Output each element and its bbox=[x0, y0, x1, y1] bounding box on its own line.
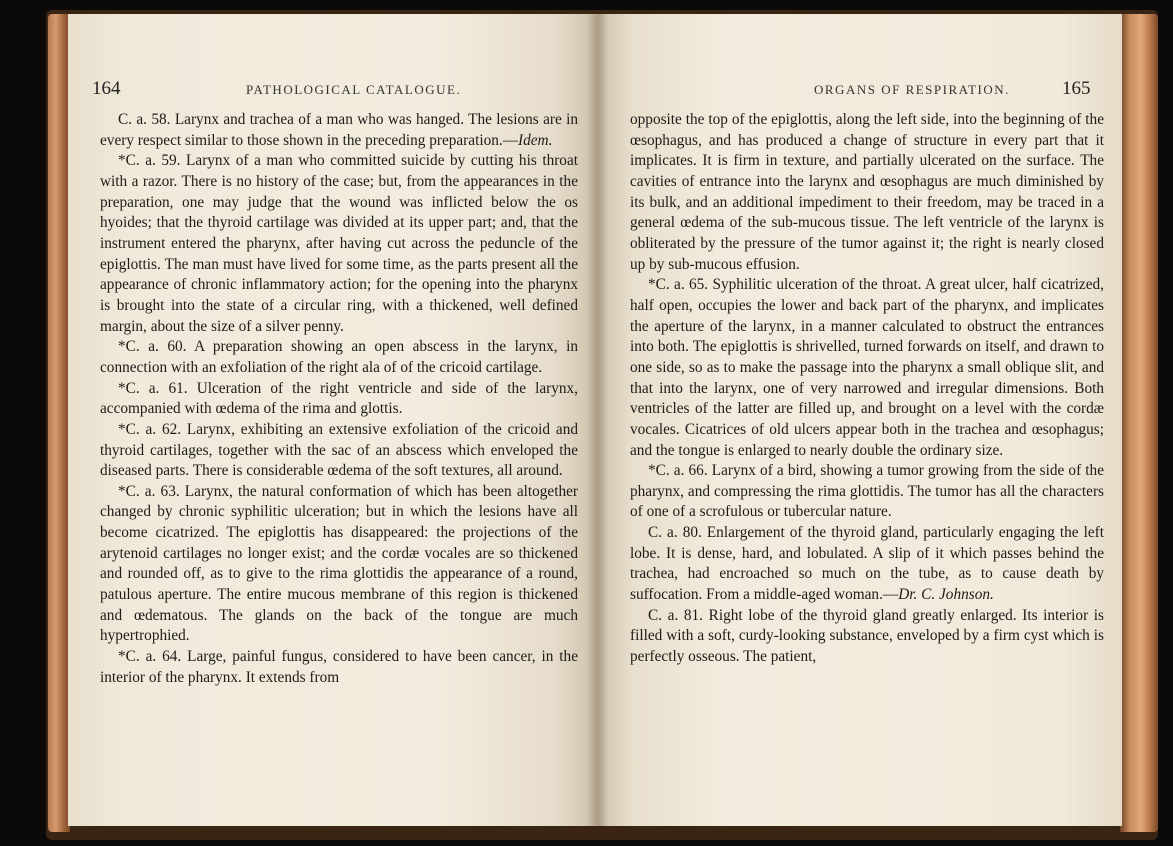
paragraph bbox=[100, 482, 578, 647]
paragraph-text: C. a. 80. Enlargement of the thyroid gland, particularly engaging the left lobe. It is dense, hard, and lobulated. A slip of it which passes behind the trachea, had encroached so much on the tube, as to cause death by suffocation. From a middle-aged woman.— bbox=[630, 524, 1104, 604]
paragraph-text: *C. a. 64. Large, painful fungus, considered to have been cancer, in the interior of the pharynx. It extends from bbox=[100, 648, 578, 686]
paragraph-text: opposite the top of the epiglottis, along the left side, into the beginning of the œsophagus, and has produced a change of structure in every part that it implicates. It is firm in texture, and partially ulcerated on the surface. The cavities of entrance into the larynx and œsophagus are much diminished by its bulk, and an additional impediment to their freedom, may be traced in a general œdema of the sub-mucous tissue. The left ventricle of the larynx is obliterated by the pressure of the tumor against it; the right is nearly closed up by sub-mucous effusion. bbox=[630, 111, 1104, 273]
right-page bbox=[596, 14, 1122, 826]
paragraph bbox=[630, 110, 1104, 275]
paragraph-text: *C. a. 59. Larynx of a man who committed suicide by cutting his throat with a razor. There is no history of the case; but, from the appearances in the preparation, one may judge that the wound was inflicted below the os hyoides; that the thyroid cartilage was divided at its upper part; and, that the instrument entered the pharynx, after having cut across the peduncle of the epiglottis. The man must have lived for some time, as the parts present all the appearance of chronic inflammatory action; for the opening into the pharynx is brought into the state of a circular ring, with a thickened, well defined margin, about the size of a silver penny. bbox=[100, 152, 578, 335]
right-page-body bbox=[630, 110, 1104, 668]
paragraph-text: C. a. 81. Right lobe of the thyroid gland greatly enlarged. Its interior is filled with a soft, curdy-looking substance, enveloped by a firm cyst which is perfectly osseous. The patient, bbox=[630, 606, 1104, 666]
paragraph bbox=[630, 606, 1104, 668]
paragraph bbox=[630, 461, 1104, 523]
left-page-body bbox=[100, 110, 578, 688]
paragraph bbox=[100, 151, 578, 337]
attribution: Dr. C. Johnson. bbox=[898, 586, 994, 604]
paragraph-text: *C. a. 66. Larynx of a bird, showing a tumor growing from the side of the pharynx, and compressing the rima glottidis. The tumor has all the characters of one of a scrofulous or tubercular nature. bbox=[630, 462, 1104, 521]
paragraph-text: *C. a. 62. Larynx, exhibiting an extensive exfoliation of the cricoid and thyroid cartilages, together with the sac of an abscess which enveloped the diseased parts. There is considerable œdema of the soft textures, all around. bbox=[100, 420, 578, 480]
paragraph bbox=[100, 337, 578, 378]
paragraph bbox=[100, 420, 578, 482]
paragraph-text: C. a. 58. Larynx and trachea of a man who was hanged. The lesions are in every respect similar to those shown in the preceding preparation.— bbox=[100, 111, 578, 149]
paragraph bbox=[630, 275, 1104, 461]
left-page-number: 164 bbox=[92, 78, 121, 99]
right-page-number: 165 bbox=[1062, 78, 1091, 99]
paragraph-text: *C. a. 61. Ulceration of the right ventricle and side of the larynx, accompanied with œdema of the rima and glottis. bbox=[100, 379, 578, 418]
paragraph-text: *C. a. 63. Larynx, the natural conformation of which has been altogether changed by chronic syphilitic ulceration; but in which the lesions have all become cicatrized. The epiglottis has disappeared: the projections of the arytenoid cartilages no longer exist; and the cordæ vocales are so thickened and rounded off, as to give to the rima glottidis the appearance of a round, patulous aperture. The entire mucous membrane of this region is thickened and œdematous. The glands on the back of the tongue are much hypertrophied. bbox=[100, 482, 578, 645]
attribution: Idem. bbox=[517, 131, 553, 149]
paragraph bbox=[100, 647, 578, 688]
left-page bbox=[68, 14, 596, 826]
right-page-edges bbox=[1120, 14, 1158, 832]
paragraph bbox=[100, 110, 578, 151]
right-running-head: ORGANS OF RESPIRATION. bbox=[814, 82, 1010, 97]
book-gutter bbox=[586, 14, 608, 826]
left-page-edges bbox=[48, 14, 70, 832]
paragraph-text: *C. a. 65. Syphilitic ulceration of the throat. A great ulcer, half cicatrized, half open, occupies the lower and back part of the pharynx, and implicates the aperture of the larynx, in a manner calculated to obstruct the entrances into both. The epiglottis is shrivelled, turned forwards on itself, and drawn to one side, so as to make the passage into the pharynx a small oblique slit, and that into the larynx, one of very narrowed and irregular dimensions. Both ventricles of the latter are filled up, and brought on a level with the cordæ vocales. Cicatrices of old ulcers appear both in the trachea and œsophagus; and the tongue is enlarged to nearly double the ordinary size. bbox=[630, 276, 1104, 459]
paragraph bbox=[100, 379, 578, 420]
left-running-head: PATHOLOGICAL CATALOGUE. bbox=[246, 82, 462, 97]
paragraph-text: *C. a. 60. A preparation showing an open abscess in the larynx, in connection with an exfoliation of the right ala of of the cricoid cartilage. bbox=[100, 338, 578, 376]
paragraph bbox=[630, 523, 1104, 606]
